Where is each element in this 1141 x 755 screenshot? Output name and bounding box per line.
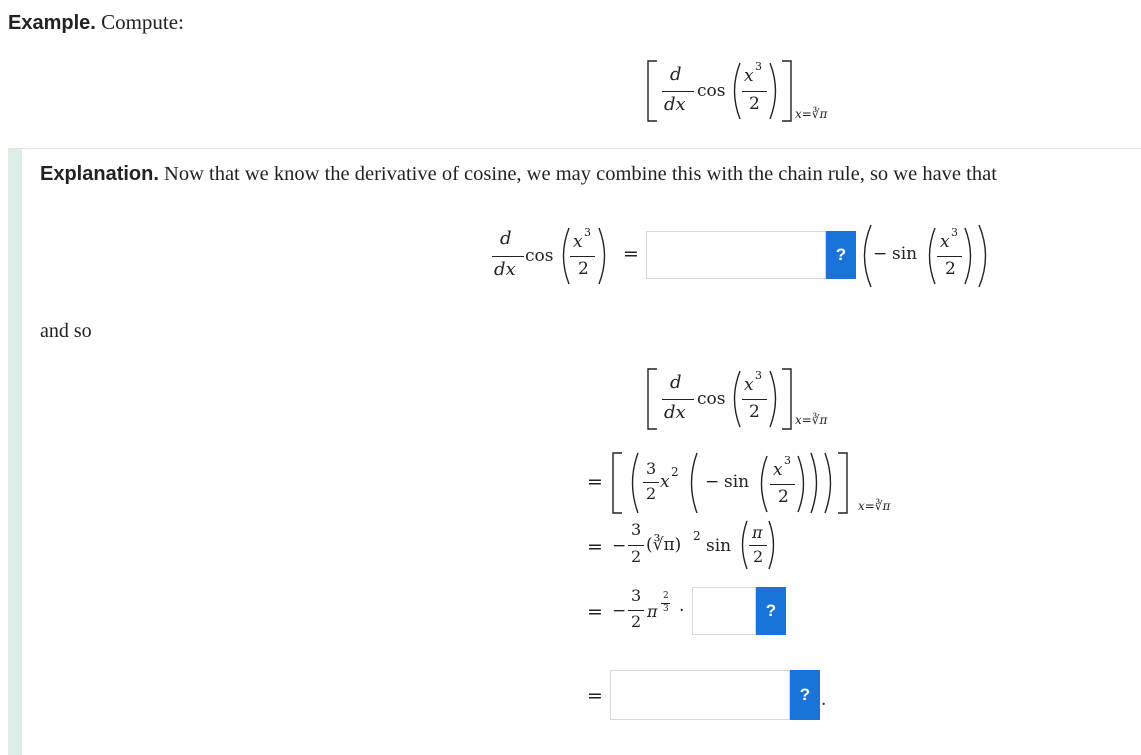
sin-function: sin (706, 536, 732, 556)
numerator-three: 3 (646, 459, 657, 478)
denominator-two: 2 (646, 484, 657, 503)
pi-symbol: π (647, 602, 658, 621)
evaluation-subscript: x=∛π (795, 107, 828, 121)
right-bracket (780, 60, 794, 122)
x-variable: x (660, 472, 670, 492)
right-paren (596, 227, 612, 285)
left-paren (736, 520, 750, 570)
left-bracket (645, 368, 659, 430)
fraction-bar (570, 256, 595, 257)
fraction-bar (643, 482, 659, 483)
fraction-bar (662, 399, 694, 400)
dot-operator: · (679, 601, 685, 621)
cube-root-pi: (∛π) (646, 535, 682, 555)
square-exponent: 2 (671, 465, 679, 479)
evaluation-subscript: x=∛π (795, 413, 828, 427)
equals-sign: = (587, 601, 603, 623)
period: . (821, 690, 827, 710)
left-paren (754, 455, 770, 513)
dx-denominator: dx (664, 94, 686, 115)
explanation-label: Explanation. (40, 163, 159, 185)
x-variable: x (773, 460, 783, 480)
denominator-two: 2 (749, 94, 760, 114)
dx-denominator: dx (494, 259, 516, 280)
exponent-denominator: 3 (663, 604, 669, 614)
left-bracket (610, 452, 624, 514)
cos-function: cos (525, 246, 554, 266)
cos-function: cos (697, 81, 726, 101)
sin-function: sin (724, 472, 750, 492)
denominator-two: 2 (631, 547, 642, 566)
cube-exponent: 3 (951, 226, 958, 239)
denominator-two: 2 (749, 402, 760, 422)
left-paren (856, 224, 874, 288)
cube-exponent: 3 (784, 454, 791, 467)
denominator-two: 2 (631, 612, 642, 631)
help-button[interactable]: ? (826, 231, 856, 279)
x-variable: x (744, 375, 754, 395)
sin-function: sin (892, 244, 918, 264)
right-bracket (836, 452, 850, 514)
explanation-text-line (40, 163, 997, 186)
left-paren (625, 452, 641, 514)
equals-sign: = (587, 536, 603, 558)
cos-function: cos (697, 389, 726, 409)
cube-exponent: 3 (584, 226, 591, 239)
denominator-two: 2 (578, 259, 589, 279)
help-button[interactable]: ? (790, 670, 820, 720)
left-paren (922, 227, 938, 285)
right-paren (976, 224, 994, 288)
minus-sign: − (612, 601, 627, 621)
fraction-bar (628, 545, 644, 546)
cube-exponent: 3 (755, 60, 762, 73)
fraction-bar (742, 91, 767, 92)
example-text: Compute: (101, 10, 184, 34)
pi-symbol: π (752, 523, 763, 542)
left-paren (727, 370, 743, 428)
x-variable: x (940, 232, 950, 252)
exponent-numerator: 2 (663, 591, 669, 601)
square-exponent: 2 (693, 529, 701, 543)
fraction-bar (937, 256, 962, 257)
denominator-two: 2 (753, 547, 764, 566)
dx-denominator: dx (664, 402, 686, 423)
and-so-text: and so (40, 320, 92, 342)
x-variable: x (573, 232, 583, 252)
panel-accent-bar (8, 149, 22, 755)
fraction-bar (628, 610, 644, 611)
answer-input-chain-factor[interactable] (646, 231, 826, 279)
example-heading (8, 10, 184, 35)
answer-input-sine-value[interactable] (692, 587, 756, 635)
left-paren (727, 62, 743, 120)
minus-sign: − (873, 244, 888, 264)
d-numerator: d (500, 228, 512, 249)
fraction-bar (770, 484, 795, 485)
left-paren (684, 452, 700, 514)
fraction-bar (492, 256, 524, 257)
numerator-three: 3 (631, 520, 642, 539)
evaluation-subscript: x=∛π (858, 499, 891, 513)
cube-exponent: 3 (755, 369, 762, 382)
help-button[interactable]: ? (756, 587, 786, 635)
minus-sign: − (612, 536, 627, 556)
fraction-bar (662, 91, 694, 92)
minus-sign: − (705, 472, 720, 492)
d-numerator: d (670, 64, 682, 85)
right-paren (766, 520, 780, 570)
left-bracket (645, 60, 659, 122)
denominator-two: 2 (778, 487, 789, 507)
example-label: Example. (8, 12, 96, 34)
answer-input-final[interactable] (610, 670, 790, 720)
numerator-three: 3 (631, 586, 642, 605)
d-numerator: d (670, 372, 682, 393)
explanation-text: Now that we know the derivative of cosine, we may combine this with the chain rule, so we have that (164, 163, 997, 185)
right-bracket (780, 368, 794, 430)
x-variable: x (744, 66, 754, 86)
fraction-bar (749, 545, 767, 546)
denominator-two: 2 (945, 259, 956, 279)
equals-sign: = (623, 243, 639, 265)
fraction-bar (742, 399, 767, 400)
equals-sign: = (587, 685, 603, 707)
equals-sign: = (587, 471, 603, 493)
